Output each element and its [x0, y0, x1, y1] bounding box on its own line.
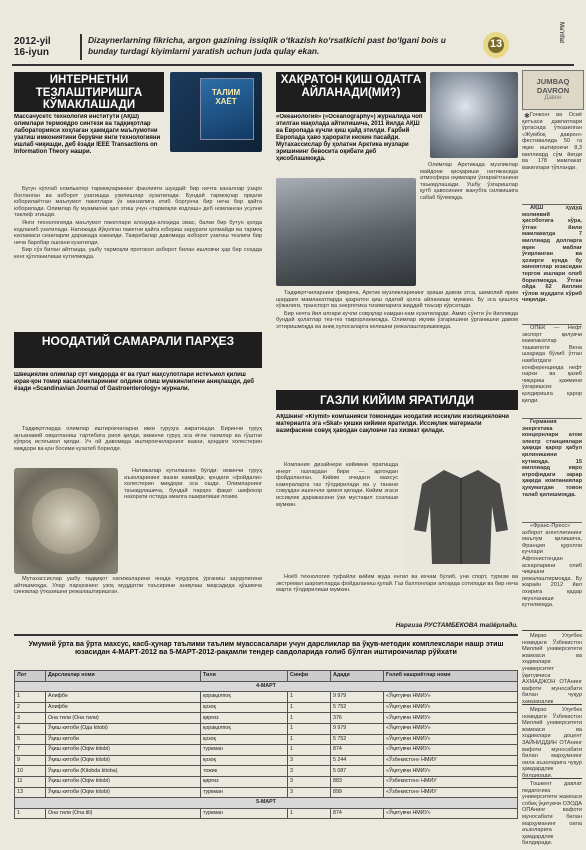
winners-table — [14, 670, 518, 819]
table-cell: «Ўқитувчи НМИУ» — [384, 745, 518, 756]
table-cell: «Ўзбекистон» НМИУ — [384, 755, 518, 766]
article3-paragraph: Мутахассислар ушбу тадқиқот натижаларини янада чуқурроқ ўрганиш зарурлигини айтишмоқда. Улар парҳезнинг узоқ муддатли таъсирини аниқлаш мақсадида қўшимча синовлар ўтказишни режалаштиришган. — [14, 576, 262, 596]
table-cell: «Ўқитувчи НМИУ» — [384, 713, 518, 724]
article3-body-top — [14, 426, 262, 466]
table-cell: 3 — [15, 713, 46, 724]
table-row — [15, 723, 518, 734]
table-cell: «Ўқитувчи НМИУ» — [384, 808, 518, 819]
table-cell: Ўқиш китоби — [46, 734, 201, 745]
table-cell: 2 — [15, 702, 46, 713]
table-cell: 11 — [15, 776, 46, 787]
col-header: Ғолиб нашриётлар номи — [384, 671, 518, 682]
article3-body-side — [124, 468, 262, 574]
article4-paragraph: Ноёб технология туфайли кийим жуда енгил ва ихчам бўлиб, уни спорт, туризм ва экстремал шароитларда фойдаланиш қулай. Газ баллонлари алоҳида сотилади ва бир неча марта тўлдирилиши мумкин. — [276, 574, 518, 594]
article2-title: ХАҚРАТОН ҚИШ ОДАТГА АЙЛАНАДИ(МИ?) — [276, 72, 426, 112]
table-heading: Умумий ўрта ва ўрта махсус, касб-ҳунар таълими таълим муассасалари учун дарсликлар ва ўқув-методик комплекслари нашр этиш юзасидан 4-МАРТ-2012 ва 5-МАРТ-2012-рақамли тендер савдоларида ғолиб бўлган иштирокчилар рўйхати — [28, 639, 504, 657]
table-cell: Она тили (Она тили) — [46, 713, 201, 724]
notice-box — [522, 630, 582, 703]
ice-image — [276, 178, 416, 286]
table-cell: 3 — [288, 787, 331, 798]
article1-body — [14, 186, 262, 328]
table-cell: қозоқ — [201, 702, 288, 713]
sidebar-item — [522, 522, 582, 627]
table-cell: 5 — [15, 734, 46, 745]
table-cell: туркман — [201, 745, 288, 756]
sidebar-item — [522, 418, 582, 519]
table-row — [15, 755, 518, 766]
table-cell: «Ўзбекистон» НМИУ — [384, 787, 518, 798]
table-cell: 4 — [15, 723, 46, 734]
table-row — [15, 776, 518, 787]
table-cell: Ўқиш китоби (Oqiw kitobi) — [46, 755, 201, 766]
table-row — [15, 702, 518, 713]
table-cell: 376 — [331, 713, 384, 724]
sidebar-icon: ✱ — [524, 113, 530, 120]
table-cell: 1 — [288, 702, 331, 713]
header-bottom-rule — [12, 64, 574, 66]
table-cell: қирғиз — [201, 713, 288, 724]
sidebar-item-text: ОПЕК — Нефт экспорт қилувчи мамлакатлар ташкилоти Вена шаҳрида бўлиб ўтган навбатдаги конференцияда нефт нархи ва қазиб чиқариш ҳажмини ўзгаришсиз қолдиришга қарор қилди. — [522, 325, 582, 404]
table-cell: Ўқиш китоби (Kitobda kitoba) — [46, 766, 201, 777]
notice-text: Мирзо Улуғбек номидаги Ўзбекистон Миллий университети жамоаси ва ходимлари доцент ЗАЙНИДДИН ОТАнинг вафоти муносабати билан марҳумнинг оила аъзоларига чуқур ҳамдардлик билдиради. — [522, 707, 582, 777]
table-cell: туркман — [201, 787, 288, 798]
article1-paragraph: Бугун кўплаб компьютер тармоқларининг фаолияти шундай: бир нечта каналлар ўзаро боғланган ва ахборот узатишда узилишлар кузатилади. Бундай тармоқлар орқали юборилаётган маълумот пакетлари ўз манзилига етиб боргунча бир неча бор қайта юборилади. Олимлар бу муаммони ҳал этиш учун «тармоқли кодлаш» деб номланган усулни таклиф этишди. — [14, 186, 262, 219]
table-cell: 899 — [331, 787, 384, 798]
table-cell: «Ўқитувчи НМИУ» — [384, 692, 518, 703]
table-cell: 883 — [331, 776, 384, 787]
table-top-rule — [14, 634, 518, 636]
page-number-badge — [476, 30, 516, 60]
table-cell: Алифбе — [46, 702, 201, 713]
table-cell: 5 087 — [331, 766, 384, 777]
table-cell: 874 — [331, 808, 384, 819]
sidebar-item — [522, 324, 582, 415]
col-header: Адади — [331, 671, 384, 682]
table-cell: 5 244 — [331, 755, 384, 766]
table-row — [15, 745, 518, 756]
table-cell: 9 979 — [331, 723, 384, 734]
notice-box — [522, 778, 582, 847]
table-cell: 1 — [288, 713, 331, 724]
article3-paragraph: Тадқиқотларда олимлар иштирокчиларни икки гуруҳга ажратишди. Биринчи гуруҳ анъанавий овқатланиш тартибига риоя қилди, иккинчи гуруҳ эса ёғли таомлар ва гўштни кўпроқ истеъмол қилди. Уч ой давомида иштирокчиларнинг вазни, қондаги холестерин миқдори ва қон босими кузатиб борилди. — [14, 426, 262, 452]
table-cell: Ўқиш китоби (Oqiw kitobi) — [46, 745, 201, 756]
jacket-icon — [404, 460, 518, 572]
article3-title: НООДАТИЙ САМАРАЛИ ПАРҲЕЗ — [14, 332, 262, 368]
table-cell: 7 — [15, 745, 46, 756]
section-label: 5-МАРТ — [15, 798, 518, 809]
table-row — [15, 787, 518, 798]
table-cell: «Ўқитувчи НМИУ» — [384, 702, 518, 713]
table-cell: «Ўқитувчи НМИУ» — [384, 734, 518, 745]
table-cell: Алифбе — [46, 692, 201, 703]
article2-body-side — [420, 162, 518, 286]
table-cell: қозоқ — [201, 755, 288, 766]
issue-date — [14, 36, 76, 58]
table-cell: туркман — [201, 808, 288, 819]
table-cell: 874 — [331, 745, 384, 756]
sidebar-item-text: АҚШ ҳудуд молиявий ҳисоботига кўра, ўтган йили мамлакатда 7 миллиард долларга яқин маблағ ўғирланган ва ҳозирги кунда бу жиноятлар юзасидан тергов ишлари олиб борилмоқда. Ўтган ойда 62 йиллик тўлов муддати кўриб чиқилди. — [522, 205, 582, 304]
table-cell: 9 979 — [331, 692, 384, 703]
notice-text: Мирзо Улуғбек номидаги Ўзбекистон Миллий университети жамоаси ва ходимлари университет ўқитувчиси АХМАДЖОН ОТАнинг вафоти муносабати билан чуқур ҳамдардлик — [522, 633, 582, 703]
section-label: 4-МАРТ — [15, 681, 518, 692]
sidebar-logo-text: JUMBAQ DAVRON — [536, 77, 570, 95]
table-row — [15, 766, 518, 777]
article4-body-left — [276, 462, 398, 568]
table-cell: Ўқиш китоби (Oqiw kitobi) — [46, 776, 201, 787]
table-cell: «Ўзбекистон» НМИУ — [384, 776, 518, 787]
book-cover-image — [170, 72, 262, 152]
table-cell: қозоқ — [201, 734, 288, 745]
col-header: Дарсликлар номи — [46, 671, 201, 682]
table-row — [15, 808, 518, 819]
article3-paragraph: Натижалар кутилмаган бўлди: иккинчи гуруҳ аъзоларининг вазни камайди, қондаги «фойдали» холестерин миқдори эса ошди. Олимларнинг таъкидлашича, бундай парҳез фақат шифокор назорати остида амалга оширилиши лозим. — [124, 468, 262, 501]
article2-body — [276, 290, 518, 386]
article4-paragraph: Компания дизайнери кийимни яратишда инерт газлардан бири — аргондан фойдаланган. Кийим ичидаги махсус камераларга газ тўлдирилади ва у танани совуқдан ишончли ҳимоя қилади. Кийим эгаси иссиқлик даражасини ўзи мустақил созлаши мумкин. — [276, 462, 398, 508]
table-cell: 3 — [288, 766, 331, 777]
table-cell: 3 — [288, 755, 331, 766]
notice-text: Тошкент давлат педагогика университети жамоаси собиқ ўқитувчи ОЗОДА ОПАнинг вафоти муносабати билан марҳуманинг оила аъзоларига ҳамдардлик билдиради. — [522, 781, 582, 847]
globe-image — [430, 72, 518, 158]
table-cell: 5 752 — [331, 734, 384, 745]
sidebar-logo-sub: Давон — [544, 95, 562, 101]
article3-lead: Швециялик олимлар сўт миқдорда ёг ва гўшт маҳсулотлари истеъмол қилиш юрак-қон томир касалликларининг олдини олиш мумкинлигини аниқлашди, деб ёзади «Scandinavian Journal of Gastroenterology» журнали. — [14, 372, 254, 392]
issue-year: 2012-yil — [14, 36, 51, 47]
table-cell: 1 — [288, 734, 331, 745]
table-section-row — [15, 798, 518, 809]
sidebar-item-text: «Франс-Пресс» ахборот агентлигининг маълум қилишича, Франция қуролли кучлари Афғонистондан аскарларини олиб чиқишни режалаштирмоқда. Бу жараён 2012 йил охирига қадар якунланиши кутилмоқда. — [522, 523, 582, 609]
table-cell: 1 — [15, 692, 46, 703]
sidebar-item-text: Гонконг ва Осиё қитъаси давлатлари ўртасида ўтказилган «Жумбоқ даврон» фестивалида 50 га яқин иштирокчи 8,3 миллиард сўм йиғди ва 178 мамлакат вакиллари тўпланди. — [522, 112, 582, 171]
table-cell: қорақалпоқ — [201, 692, 288, 703]
table-row — [15, 734, 518, 745]
table-cell: 1 — [288, 692, 331, 703]
table-cell: 9 — [15, 755, 46, 766]
table-row — [15, 692, 518, 703]
article3-body-bottom — [14, 576, 262, 618]
notice-box — [522, 704, 582, 777]
table-cell: 1 — [288, 808, 331, 819]
table-cell: қирғиз — [201, 776, 288, 787]
table-cell: 1 — [288, 723, 331, 734]
article4-lead: АҚШнинг «Klymit» компанияси томонидан ноодатий иссиқлик изоляцияловчи материалга эга «Skat» қишки кийими яратилди. Иссиқлик материали вазифасини совуқ ҳаводан сақловчи газ хизмат қилади. — [276, 414, 509, 434]
sidebar-item-text: Германия энергетика концернлари атом электр станциялари ҳақида қарор қабул қилинишини кутмоқда. 15 миллиард евро атрофидаги зарар ҳақида компаниялар ҳукуматдан товон талаб қилишмоқда. — [522, 419, 582, 498]
table-cell: тожик — [201, 766, 288, 777]
table-row — [15, 713, 518, 724]
table-cell: Она тили (Ona tili) — [46, 808, 201, 819]
article1-lead: Массачусетс технология институти (АҚШ) олимлари термоядро синтези ва тадқиқотлар лабораторияси хоҳлаган ҳажмдаги маълумотни узатиш имкониятини берувчи янги технологияни ишлаб чиқишди, деб ёзади IEEE Transactions on Information Theory нашри. — [14, 114, 161, 155]
article1-paragraph: Янги технологияда маълумот пакетлари алоҳида-алоҳида эмас, балки бир бутун ҳолда кодланиб узатилади. Натижада йўқолган пакетни қайта юбориш зарурати қолмайди ва тармоқ юкламаси сезиларли даражада камаяди. Тажрибалар давомида ахборот узатиш тезлиги бир неча баробар ошгани кузатилди. — [14, 219, 262, 246]
table-cell: 1 — [15, 808, 46, 819]
table-cell: 1 — [288, 745, 331, 756]
table-header-row — [15, 671, 518, 682]
issue-day: 16-iyun — [14, 47, 50, 58]
article4-author: Наргиза РУСТАМБЕКОВА тайёрлади. — [395, 622, 518, 629]
jacket-image — [404, 460, 518, 572]
table-cell: Ўқиш китоби (Ода kitobi) — [46, 723, 201, 734]
salad-image — [14, 468, 118, 574]
col-header: Тили — [201, 671, 288, 682]
table-cell: 13 — [15, 787, 46, 798]
article2-paragraph: Бир нечта йил илгари кучли совуқлар камдан-кам кузатиларди. Аммо сўнгги ўн йилликда бундай ҳолатлар тез-тез такрорланмоқда. Олимлар иқлим ўзгаришини ўрганишни давом эттиришмоқда ва аниқ хулосаларга келишни режалаштиришмоқда. — [276, 310, 518, 330]
table-cell: қорақалпоқ — [201, 723, 288, 734]
article4-title: ГАЗЛИ КИЙИМ ЯРАТИЛДИ — [276, 390, 518, 410]
header-divider — [80, 34, 82, 60]
table-cell: Ўқиш китоби (Oqiw kitobi) — [46, 787, 201, 798]
article2-lead: «Океанология» («Oceanography») журналида чоп этилган мақолада айтилишича, 2011 йилда АҚШ ва Европада кучли қиш қайд этилди. Ғарбий Европада ҳаво ҳарорати кескин пасайди. Мутахассислар бу ҳолатни Арктика музлари эришининг бевосита оқибати деб ҳисоблашмоқда. — [276, 114, 423, 162]
table-cell: 10 — [15, 766, 46, 777]
col-header: Лот — [15, 671, 46, 682]
article4-body-bottom — [276, 574, 518, 620]
sidebar-item — [522, 112, 582, 200]
book-cover-text: ТАЛИМ ХАЁТ — [211, 88, 241, 106]
table-section-row — [15, 681, 518, 692]
article2-paragraph: Тадқиқотчиларнинг фикрича, Арктик музликларининг эриши давом этса, шимолий ярим шардаги мамлакатларда қаҳратон қиш одатий ҳолга айланиши мумкин. Бу эса қишлоқ хўжалиги, транспорт ва энергетика тизимларига жиддий таъсир кўрсатади. — [276, 290, 518, 310]
table-cell: 5 752 — [331, 702, 384, 713]
masthead — [0, 0, 586, 64]
page-number: 13 — [489, 38, 503, 50]
article1-paragraph: Бир сўз билан айтганда, ушбу тармоқли протокол ахборот билан ишловчи ҳар бир соҳада кенг қўлланилиши кутилмоқда. — [14, 247, 262, 260]
article1-title: ИНТЕРНЕТНИ ТЕЗЛАШТИРИШГА КЎМАКЛАШАДИ — [14, 72, 164, 112]
header-tagline: Dizaynerlarning fikricha, argon gazining issiqlik o‘tkazish ko‘rsatkichi past bo‘lgani bois u bunday turdagi kiyimlarni yaratish uchun juda qulay ekan. — [88, 35, 446, 56]
side-label: Ma'rifat — [558, 22, 564, 44]
table-cell: 3 — [288, 776, 331, 787]
sidebar-item — [522, 204, 582, 321]
sidebar-logo — [522, 70, 584, 110]
table-cell: «Ўқитувчи НМИУ» — [384, 766, 518, 777]
article2-paragraph: Олимлар Арктикада музликлар майдони қисқариши натижасида атмосфера оқимлари ўзгараётганини таъкидлашади. Ушбу ўзгаришлар қутб ҳавосининг жанубга силжишига сабаб бўлмоқда. — [420, 162, 518, 201]
col-header: Синфи — [288, 671, 331, 682]
table-cell: «Ўқитувчи НМИУ» — [384, 723, 518, 734]
